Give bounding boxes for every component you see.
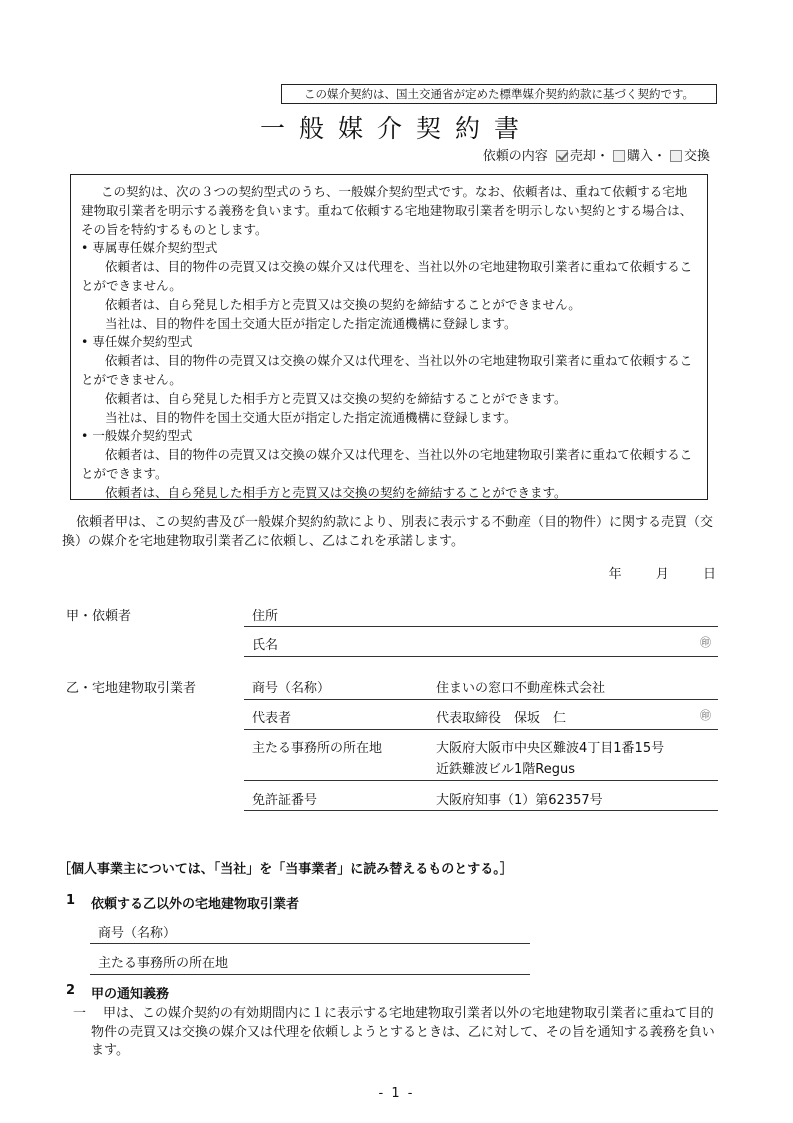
agent-company-value: 住まいの窓口不動産株式会社 bbox=[436, 681, 606, 696]
divider bbox=[90, 943, 530, 944]
type-line: 依頼者は、自ら発見した相手方と売買又は交換の契約を締結することができません。 bbox=[105, 296, 581, 312]
agent-seal-mark: ㊞ bbox=[700, 709, 711, 722]
checkbox-purchase[interactable] bbox=[613, 150, 625, 162]
section1-number: 1 bbox=[66, 893, 76, 908]
divider bbox=[244, 626, 718, 627]
agent-office-line1: 大阪府大阪市中央区難波4丁目1番15号 bbox=[436, 741, 665, 756]
option-exchange-label: 交換 bbox=[683, 149, 710, 164]
box-intro: この契約は、次の３つの契約型式のうち、一般媒介契約型式です。なお、依頼者は、重ねて依頼する宅地建物取引業者を明示する義務を負います。重ねて依頼する宅地建物取引業者を明示しない契約とする場合は、その旨を特約するものとします。 bbox=[81, 184, 693, 237]
type-line: 依頼者は、目的物件の売買又は交換の媒介又は代理を、当社以外の宅地建物取引業者に重ねて依頼することができます。 bbox=[81, 447, 693, 481]
divider bbox=[244, 810, 718, 811]
section2-heading: 甲の通知義務 bbox=[91, 987, 170, 1002]
divider bbox=[244, 699, 718, 700]
type-line: 当社は、目的物件を国土交通大臣が指定した指定流通機構に登録します。 bbox=[105, 315, 517, 331]
agent-license-value: 大阪府知事（1）第62357号 bbox=[436, 793, 603, 808]
divider bbox=[244, 656, 718, 657]
checkbox-sale[interactable] bbox=[556, 150, 568, 162]
sole-proprietor-note: ［個人事業主については、「当社」を「当事業者」に読み替えるものとする。］ bbox=[58, 862, 513, 877]
separator: ・ bbox=[595, 149, 609, 164]
checkbox-exchange[interactable] bbox=[670, 150, 682, 162]
divider bbox=[90, 974, 530, 975]
type-line: 依頼者は、目的物件の売買又は交換の媒介又は代理を、当社以外の宅地建物取引業者に重ねて依頼することができません。 bbox=[81, 353, 693, 387]
contract-type-explanation-box bbox=[70, 174, 708, 500]
agent-office-label: 主たる事務所の所在地 bbox=[252, 741, 383, 756]
section1-heading: 依頼する乙以外の宅地建物取引業者 bbox=[91, 897, 300, 912]
date-month: 月 bbox=[655, 567, 669, 582]
client-name-label: 氏名 bbox=[252, 638, 279, 653]
type-line: 当社は、目的物件を国土交通大臣が指定した指定流通機構に登録します。 bbox=[105, 409, 517, 425]
agent-rep-label: 代表者 bbox=[252, 711, 292, 726]
date-day: 日 bbox=[702, 567, 716, 582]
contract-date bbox=[579, 563, 716, 582]
section2-item-mark: 一 bbox=[73, 1006, 87, 1021]
agent-license-label: 免許証番号 bbox=[252, 793, 318, 808]
section2-item-text: 甲は、この媒介契約の有効期間内に１に表示する宅地建物取引業者以外の宅地建物取引業者に重ねて目的物件の売買又は交換の媒介又は代理を依頼しようとするときは、乙に対して、その旨を通知する義務を負います。 bbox=[91, 1006, 715, 1058]
section1-company-label: 商号（名称） bbox=[98, 926, 177, 941]
agent-rep-value: 代表取締役 保坂 仁 bbox=[436, 711, 567, 726]
type-heading-exclusive-dedicated: • 専属専任媒介契約型式 bbox=[81, 240, 218, 256]
date-year: 年 bbox=[608, 567, 622, 582]
agent-office-line2: 近鉄難波ビル1階Regus bbox=[436, 762, 575, 777]
type-line: 依頼者は、自ら発見した相手方と売買又は交換の契約を締結することができます。 bbox=[105, 484, 567, 500]
request-type-selector bbox=[483, 148, 710, 166]
divider bbox=[244, 729, 718, 730]
type-line: 依頼者は、目的物件の売買又は交換の媒介又は代理を、当社以外の宅地建物取引業者に重ねて依頼することができません。 bbox=[81, 259, 693, 293]
type-heading-exclusive: • 専任媒介契約型式 bbox=[81, 334, 193, 350]
client-seal-mark: ㊞ bbox=[700, 636, 711, 649]
section1-office-label: 主たる事務所の所在地 bbox=[98, 956, 229, 971]
page-title: 一般媒介契約書 bbox=[259, 114, 533, 143]
client-address-label: 住所 bbox=[252, 609, 279, 624]
agent-label: 乙・宅地建物取引業者 bbox=[66, 681, 197, 696]
request-type-label: 依頼の内容 bbox=[482, 149, 548, 164]
option-purchase-label: 購入 bbox=[626, 149, 653, 164]
type-line: 依頼者は、自ら発見した相手方と売買又は交換の契約を締結することができます。 bbox=[105, 390, 567, 406]
client-label: 甲・依頼者 bbox=[66, 609, 132, 624]
section2-number: 2 bbox=[66, 983, 76, 998]
separator: ・ bbox=[652, 149, 666, 164]
option-sale-label: 売却 bbox=[569, 149, 596, 164]
standard-contract-notice: この媒介契約は、国土交通省が定めた標準媒介契約約款に基づく契約です。 bbox=[281, 84, 717, 104]
page-number: - 1 - bbox=[378, 1086, 415, 1101]
contract-intro-paragraph: 依頼者甲は、この契約書及び一般媒介契約約款により、別表に表示する不動産（目的物件）に関する売買（交換）の媒介を宅地建物取引業者乙に依頼し、乙はこれを承諾します。 bbox=[62, 515, 714, 549]
type-heading-general: • 一般媒介契約型式 bbox=[81, 428, 193, 444]
agent-company-label: 商号（名称） bbox=[252, 681, 331, 696]
divider bbox=[244, 780, 718, 781]
